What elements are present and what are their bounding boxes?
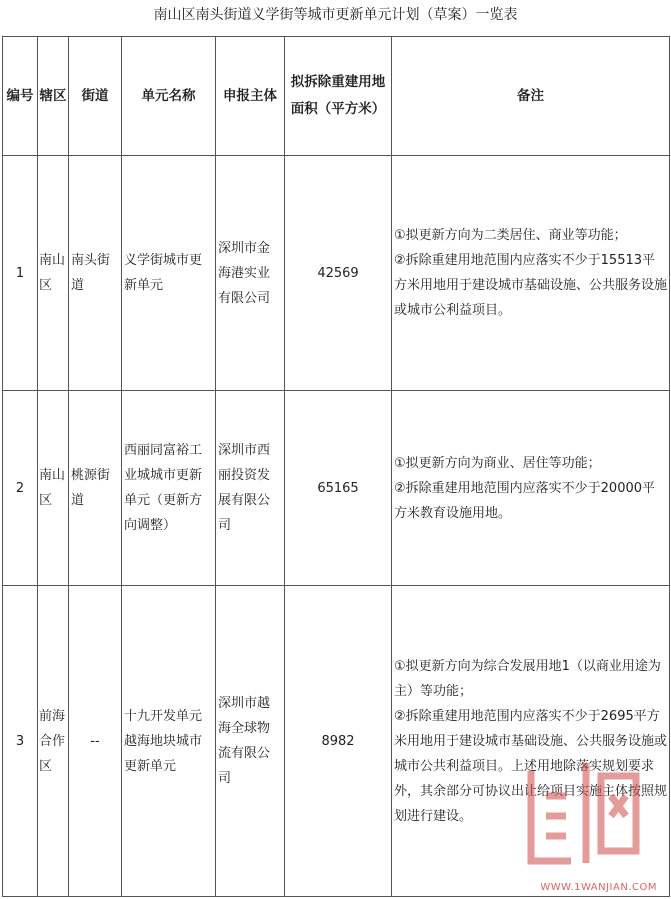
- plan-table: [2, 36, 670, 897]
- watermark-url: WWW.1WANJIAN.COM: [540, 882, 657, 893]
- table-row: [3, 586, 670, 897]
- cell-remark: [392, 586, 670, 897]
- cell-district: 前海合作区: [38, 586, 69, 897]
- remark-line: ②拆除重建用地范围内应落实不少于15513平方米用地用于建设城市基础设施、公共服务设施或城市公利益项目。: [394, 253, 668, 318]
- cell-street: --: [69, 586, 122, 897]
- cell-applicant: 深圳市西丽投资发展有限公司: [216, 391, 285, 586]
- header-applicant: 申报主体: [216, 37, 285, 156]
- cell-applicant: 深圳市金海港实业有限公司: [216, 156, 285, 391]
- remark-line: ①拟更新方向为综合发展用地1（以商业用途为主）等功能；: [394, 658, 661, 699]
- header-street: 街道: [69, 37, 122, 156]
- cell-no: 1: [3, 156, 38, 391]
- page-title: 南山区南头街道义学街等城市更新单元计划（草案）一览表: [153, 7, 518, 23]
- table-row: [3, 391, 670, 586]
- cell-area: 65165: [285, 391, 392, 586]
- cell-remark: [392, 156, 670, 391]
- cell-no: 3: [3, 586, 38, 897]
- header-unit: 单元名称: [122, 37, 216, 156]
- table-header-row: [3, 37, 670, 156]
- header-no: 编号: [3, 37, 38, 156]
- header-remark: 备注: [392, 37, 670, 156]
- remark-line: ①拟更新方向为二类居住、商业等功能；: [394, 228, 627, 243]
- cell-no: 2: [3, 391, 38, 586]
- cell-applicant: 深圳市越海全球物流有限公司: [216, 586, 285, 897]
- header-area: 拟拆除重建用地面积（平方米）: [285, 37, 392, 156]
- table-row: [3, 156, 670, 391]
- cell-area: 42569: [285, 156, 392, 391]
- cell-district: 南山区: [38, 391, 69, 586]
- cell-street: 桃源街道: [69, 391, 122, 586]
- cell-unit: 义学街城市更新单元: [122, 156, 216, 391]
- cell-street: 南头街道: [69, 156, 122, 391]
- remark-line: ①拟更新方向为商业、居住等功能；: [394, 455, 601, 471]
- remark-line: ②拆除重建用地范围内应落实不少于2695平方米用地用于建设城市基础设施、公共服务设施或城市公共利益项目。上述用地除落实规划要求外，其余部分可协议出让给项目实施主体按照规划进行建设。: [394, 708, 668, 824]
- cell-unit: 十九开发单元越海地块城市更新单元: [122, 586, 216, 897]
- cell-district: 南山区: [38, 156, 69, 391]
- cell-unit: 西丽同富裕工业城城市更新单元（更新方向调整）: [122, 391, 216, 586]
- cell-remark: [392, 391, 670, 586]
- remark-line: ②拆除重建用地范围内应落实不少于20000平方米教育设施用地。: [394, 480, 656, 521]
- cell-area: 8982: [285, 586, 392, 897]
- header-district: 辖区: [38, 37, 69, 156]
